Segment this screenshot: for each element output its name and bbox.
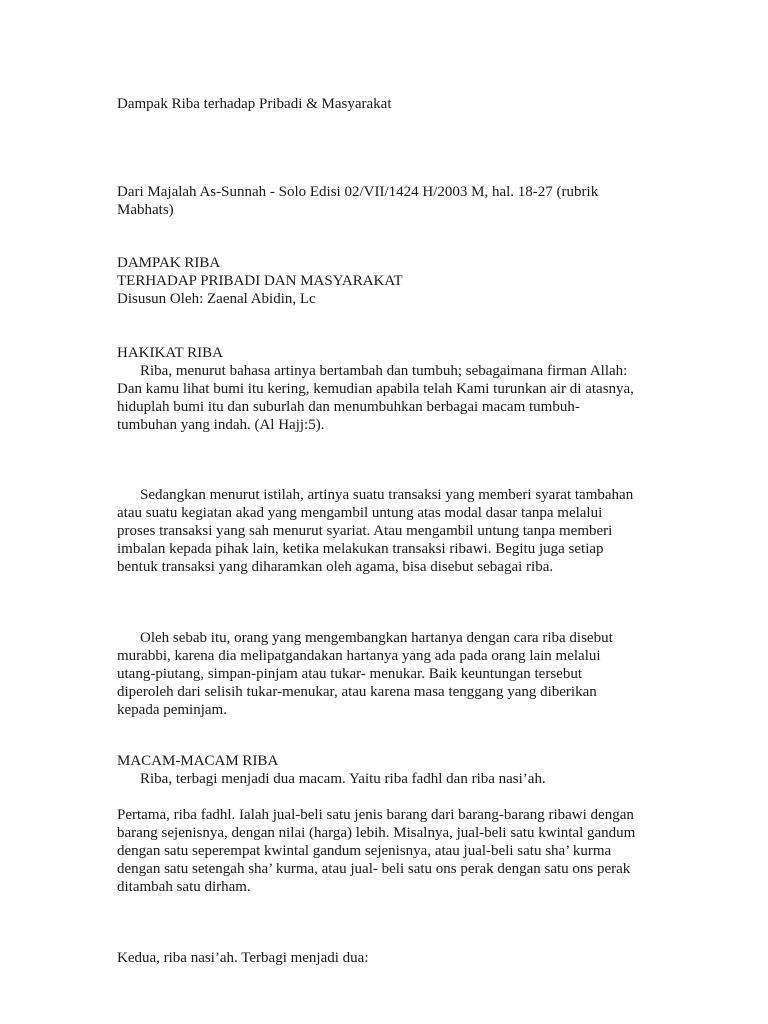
paragraph-line: tumbuhan yang indah. (Al Hajj:5). bbox=[117, 417, 325, 433]
paragraph-line: Pertama, riba fadhl. Ialah jual-beli satu jenis barang dari barang-barang ribawi dengan bbox=[117, 807, 634, 823]
paragraph-kedua: Kedua, riba nasi’ah. Terbagi menjadi dua: bbox=[117, 950, 369, 966]
article-header bbox=[117, 254, 657, 308]
heading-line: DAMPAK RIBA bbox=[117, 255, 221, 271]
paragraph-line: Oleh sebab itu, orang yang mengembangkan hartanya dengan cara riba disebut bbox=[140, 630, 613, 646]
source-line: Dari Majalah As-Sunnah - Solo Edisi 02/VII/1424 H/2003 M, hal. 18-27 (rubrik bbox=[117, 184, 599, 200]
paragraph-line: barang sejenisnya, dengan nilai (harga) lebih. Misalnya, jual-beli satu kwintal gandum bbox=[117, 825, 636, 841]
paragraph-pertama bbox=[117, 806, 657, 896]
paragraph-murabbi bbox=[117, 629, 657, 719]
paragraph-line: proses transaksi yang sah menurut syariat. Atau mengambil untung tanpa memberi bbox=[117, 523, 613, 539]
paragraph-line: Riba, menurut bahasa artinya bertambah dan tumbuh; sebagaimana firman Allah: bbox=[140, 363, 628, 379]
document-title: Dampak Riba terhadap Pribadi & Masyarakat bbox=[117, 96, 392, 112]
paragraph-line: utang-piutang, simpan-pinjam atau tukar- menukar. Baik keuntungan tersebut bbox=[117, 666, 582, 682]
paragraph-line: imbalan kepada pihak lain, ketika melakukan transaksi ribawi. Begitu juga setiap bbox=[117, 541, 604, 557]
paragraph-istilah bbox=[117, 486, 657, 576]
section-hakikat bbox=[117, 344, 657, 434]
author-line: Disusun Oleh: Zaenal Abidin, Lc bbox=[117, 291, 316, 307]
paragraph-line: hiduplah bumi itu dan suburlah dan menumbuhkan berbagai macam tumbuh- bbox=[117, 399, 580, 415]
section-heading: HAKIKAT RIBA bbox=[117, 345, 223, 361]
source-line: Mabhats) bbox=[117, 202, 174, 218]
paragraph-line: dengan satu seperempat kwintal gandum sejenisnya, atau jual-beli satu sha’ kurma bbox=[117, 843, 612, 859]
section-macam bbox=[117, 752, 657, 788]
paragraph-line: Riba, terbagi menjadi dua macam. Yaitu riba fadhl dan riba nasi’ah. bbox=[140, 771, 546, 787]
paragraph-line: diperoleh dari selisih tukar-menukar, atau karena masa tenggang yang diberikan bbox=[117, 684, 597, 700]
paragraph-line: atau suatu kegiatan akad yang mengambil untung atas modal dasar tanpa melalui bbox=[117, 505, 603, 521]
paragraph-line: murabbi, karena dia melipatgandakan hartanya yang ada pada orang lain melalui bbox=[117, 648, 601, 664]
paragraph-line: ditambah satu dirham. bbox=[117, 879, 251, 895]
paragraph-line: Sedangkan menurut istilah, artinya suatu transaksi yang memberi syarat tambahan bbox=[140, 487, 634, 503]
paragraph-line: Dan kamu lihat bumi itu kering, kemudian apabila telah Kami turunkan air di atasnya, bbox=[117, 381, 634, 397]
paragraph-line: kepada peminjam. bbox=[117, 702, 227, 718]
section-heading: MACAM-MACAM RIBA bbox=[117, 753, 279, 769]
heading-line: TERHADAP PRIBADI DAN MASYARAKAT bbox=[117, 273, 403, 289]
paragraph-line: dengan satu setengah sha’ kurma, atau jual- beli satu ons perak dengan satu ons perak bbox=[117, 861, 631, 877]
source-citation bbox=[117, 183, 657, 219]
paragraph-line: bentuk transaksi yang diharamkan oleh agama, bisa disebut sebagai riba. bbox=[117, 559, 554, 575]
